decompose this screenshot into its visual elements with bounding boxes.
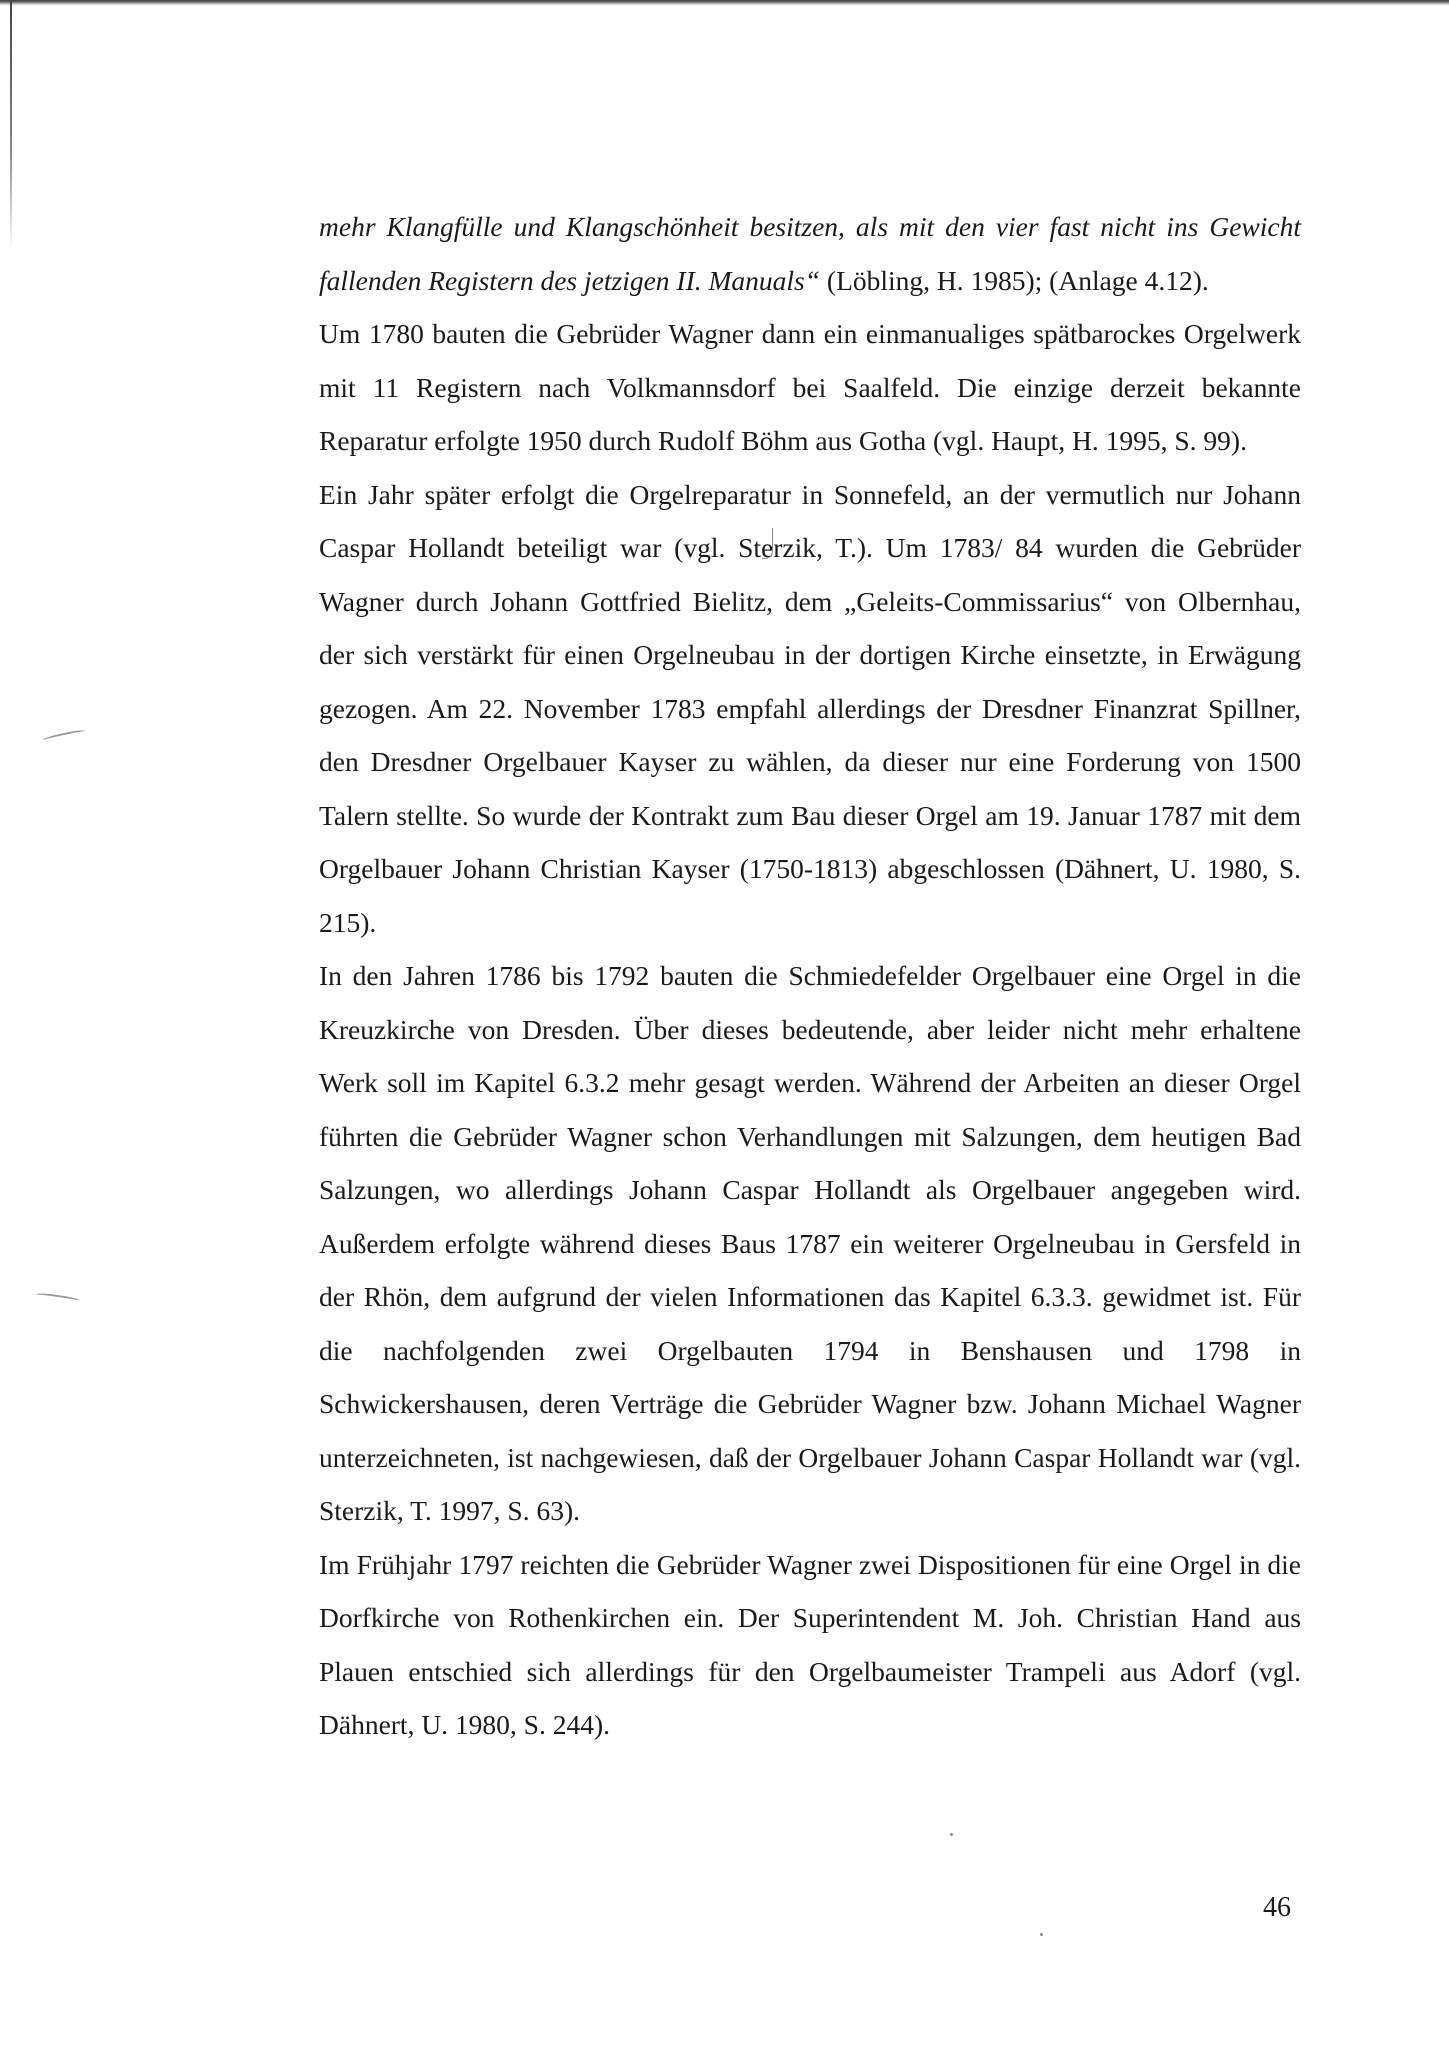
margin-mark bbox=[42, 728, 86, 742]
paragraph-2: Um 1780 bauten die Gebrüder Wagner dann ein einmanualiges spätbarockes Orgelwerk mit 11 Registern nach Volkmannsdorf bei Saalfeld. Die einzige derzeit bekannte Reparatur erfolgte 1950 durch Rudolf Böhm aus Gotha (vgl. Haupt, H. 1995, S. 99). bbox=[319, 318, 1301, 456]
scan-top-edge bbox=[0, 0, 1449, 6]
page-number: 46 bbox=[1263, 1892, 1291, 1923]
quote-text: mehr Klangfülle und Klangschönheit besitzen, als mit den vier fast nicht ins Gewicht fallenden Registern des jetzigen II. Manuals“ bbox=[319, 211, 1301, 296]
paragraph-3: Ein Jahr später erfolgt die Orgelreparatur in Sonnefeld, an der vermutlich nur Johann Caspar Hollandt beteiligt war (vgl. Sterzik, T.). Um 1783/ 84 wurden die Gebrüder Wagner durch Johann Gottfried Bielitz, dem „Geleits-Commissarius“ von Olbernhau, der sich verstärkt für einen Orgelneubau in der dortigen Kirche einsetzte, in Erwägung gezogen. Am 22. November 1783 empfahl allerdings der Dresdner Finanzrat Spillner, den Dresdner Orgelbauer Kayser zu wählen, da dieser nur eine Forderung von 1500 Talern stellte. So wurde der Kontrakt zum Bau dieser Orgel am 19. Januar 1787 mit dem Orgelbauer Johann Christian Kayser (1750-1813) abgeschlossen (Dähnert, U. 1980, S. 215). bbox=[319, 478, 1301, 938]
scan-left-edge bbox=[10, 0, 12, 250]
margin-mark bbox=[36, 1292, 80, 1303]
pencil-mark bbox=[762, 528, 773, 559]
paragraph-5: Im Frühjahr 1797 reichten die Gebrüder Wagner zwei Dispositionen für eine Orgel in die Dorfkirche von Rothenkirchen ein. Der Superintendent M. Joh. Christian Hand aus Plauen entschied sich allerdings für den Orgelbaumeister Trampeli aus Adorf (vgl. Dähnert, U. 1980, S. 244). bbox=[319, 1548, 1301, 1740]
paragraph-4: In den Jahren 1786 bis 1792 bauten die Schmiedefelder Orgelbauer eine Orgel in die Kreuzkirche von Dresden. Über dieses bedeutende, aber leider nicht mehr erhaltene Werk soll im Kapitel 6.3.2 mehr gesagt werden. Während der Arbeiten an dieser Orgel führten die Gebrüder Wagner schon Verhandlungen mit Salzungen, dem heutigen Bad Salzungen, wo allerdings Johann Caspar Hollandt als Orgelbauer angegeben wird. Außerdem erfolgte während dieses Baus 1787 ein weiterer Orgelneubau in Gersfeld in der Rhön, dem aufgrund der vielen Informationen das Kapitel 6.3.3. gewidmet ist. Für die nachfolgenden zwei Orgelbauten 1794 in Benshausen und 1798 in Schwickershausen, deren Verträge die Gebrüder Wagner bzw. Johann Michael Wagner unterzeichneten, ist nachgewiesen, daß der Orgelbauer Johann Caspar Hollandt war (vgl. Sterzik, T. 1997, S. 63). bbox=[319, 960, 1301, 1526]
paragraph-text: (Löbling, H. 1985); (Anlage 4.12). bbox=[820, 264, 1209, 296]
scan-speck bbox=[1040, 1933, 1043, 1936]
scan-speck bbox=[950, 1833, 953, 1836]
page-body bbox=[319, 200, 1301, 1752]
paragraph-1 bbox=[319, 200, 1301, 307]
